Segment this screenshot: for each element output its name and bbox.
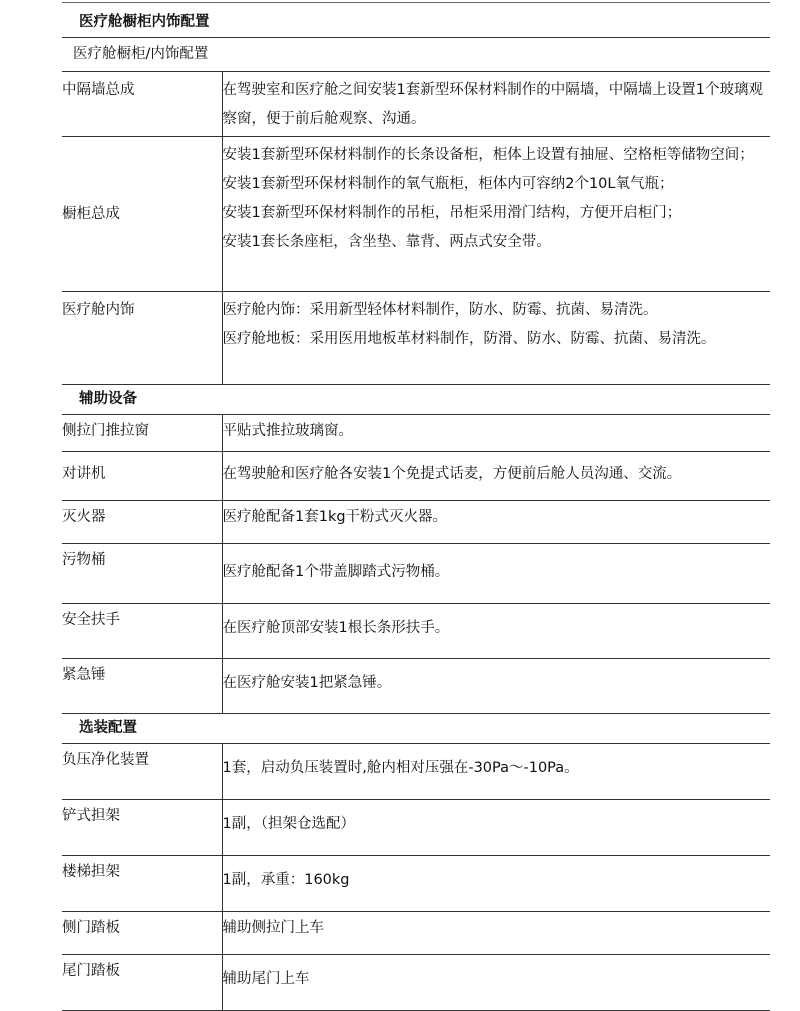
top-rule: [62, 2, 770, 3]
table-row: [62, 501, 770, 544]
row-value: 在驾驶舱和医疗舱各安装1个免提式话麦，方便前后舱人员沟通、交流。: [222, 452, 770, 501]
row-value-line: 安装1套长条座柜，含坐垫、靠背、两点式安全带。: [222, 234, 551, 250]
table-row: [62, 604, 770, 659]
table-row: [62, 72, 770, 137]
row-label: 侧拉门推拉窗: [62, 415, 222, 452]
row-label: 中隔墙总成: [62, 72, 222, 137]
row-value-line: 在驾驶室和医疗舱之间安装1套新型环保材料制作的中隔墙，中隔墙上设置1个玻璃观察窗，便于前后舱观察、沟通。: [222, 82, 763, 127]
row-value: 医疗舱配备1套1kg干粉式灭火器。: [222, 501, 770, 544]
table-row: [62, 452, 770, 501]
row-value-line: 安装1套新型环保材料制作的吊柜，吊柜采用滑门结构，方便开启柜门；: [222, 205, 682, 221]
section-header-aux: [62, 385, 770, 415]
table-row: [62, 137, 770, 292]
row-value: [222, 72, 770, 137]
table-row: [62, 659, 770, 714]
table-row: [62, 292, 770, 385]
row-label: 紧急锤: [62, 659, 222, 714]
row-label: 安全扶手: [62, 604, 222, 659]
row-value: 辅助尾门上车: [222, 955, 770, 1011]
table-row: [62, 912, 770, 955]
table-row: [62, 955, 770, 1011]
row-value-line: 安装1套新型环保材料制作的长条设备柜，柜体上设置有抽屉、空格柜等储物空间；: [222, 147, 754, 163]
row-value: 1副，（担架仓选配）: [222, 800, 770, 856]
row-label: 尾门踏板: [62, 955, 222, 1011]
section-title: 辅助设备: [62, 385, 770, 415]
row-value: [222, 137, 770, 292]
section-title: 选装配置: [62, 714, 770, 744]
table-row: [62, 415, 770, 452]
row-value: 平贴式推拉玻璃窗。: [222, 415, 770, 452]
spec-table: [62, 8, 770, 1011]
section-header-interior: [62, 8, 770, 38]
table-row: [62, 744, 770, 800]
row-value: 在医疗舱安装1把紧急锤。: [222, 659, 770, 714]
row-label: 灭火器: [62, 501, 222, 544]
table-row: [62, 800, 770, 856]
row-label: 铲式担架: [62, 800, 222, 856]
row-label: 医疗舱内饰: [62, 292, 222, 385]
row-value: 医疗舱配备1个带盖脚踏式污物桶。: [222, 544, 770, 604]
row-value: 辅助侧拉门上车: [222, 912, 770, 955]
row-label: 侧门踏板: [62, 912, 222, 955]
row-value: 在医疗舱顶部安装1根长条形扶手。: [222, 604, 770, 659]
section-subtitle-row: [62, 38, 770, 72]
section-header-optional: [62, 714, 770, 744]
row-label: 对讲机: [62, 452, 222, 501]
row-label: 橱柜总成: [62, 137, 222, 292]
row-value: 1套，启动负压装置时,舱内相对压强在-30Pa～-10Pa。: [222, 744, 770, 800]
row-label: 楼梯担架: [62, 856, 222, 912]
section-subtitle: 医疗舱橱柜/内饰配置: [62, 38, 770, 72]
row-label: 污物桶: [62, 544, 222, 604]
row-value: [222, 292, 770, 385]
row-value-line: 医疗舱内饰：采用新型轻体材料制作，防水、防霉、抗菌、易清洗。: [222, 302, 658, 318]
row-value: 1副，承重：160kg: [222, 856, 770, 912]
row-value-line: 安装1套新型环保材料制作的氧气瓶柜，柜体内可容纳2个10L氧气瓶；: [222, 176, 674, 192]
table-row: [62, 544, 770, 604]
row-value-line: 医疗舱地板：采用医用地板革材料制作，防滑、防水、防霉、抗菌、易清洗。: [222, 331, 716, 347]
table-row: [62, 856, 770, 912]
section-title: 医疗舱橱柜内饰配置: [62, 8, 770, 38]
row-label: 负压净化装置: [62, 744, 222, 800]
